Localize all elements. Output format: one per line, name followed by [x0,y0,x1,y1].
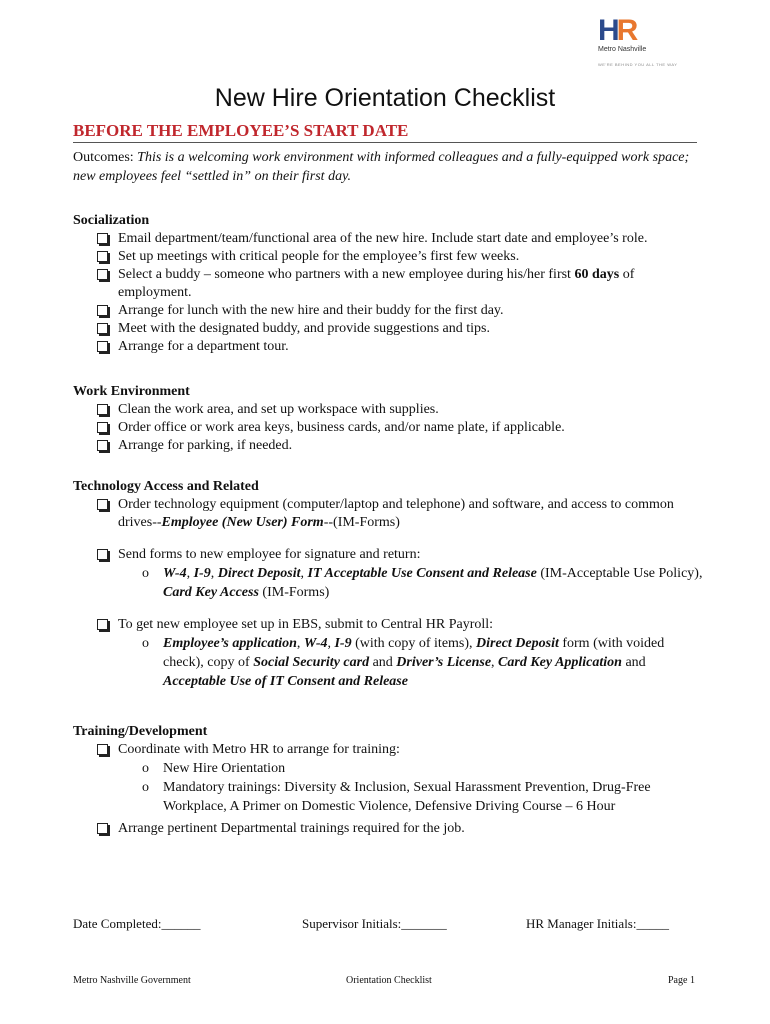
section-socialization [73,212,703,356]
checklist-item: Select a buddy – someone who partners with a new employee during his/her first 60 days of employment. [73,266,703,302]
checklist-item: Order technology equipment (computer/laptop and telephone) and software, and access to common drives--Employee (New User) Form--(IM-Forms) [73,496,703,532]
training-heading: Training/Development [73,724,208,739]
bullet-o-icon: o [142,761,149,776]
checklist-item: Coordinate with Metro HR to arrange for training: [73,741,703,759]
checklist-item: Clean the work area, and set up workspace with supplies. [73,401,703,419]
checklist-item: Meet with the designated buddy, and provide suggestions and tips. [73,320,703,338]
section-work-environment [73,383,703,455]
checklist-item: Set up meetings with critical people for the employee’s first few weeks. [73,248,703,266]
checklist-item: Arrange for lunch with the new hire and their buddy for the first day. [73,302,703,320]
technology-heading: Technology Access and Related [73,479,259,494]
hr-logo [592,12,692,74]
checklist-item: Send forms to new employee for signature and return: [73,546,703,564]
sub-list-item: o New Hire Orientation [142,761,286,776]
hr-manager-initials-field[interactable]: HR Manager Initials:_____ [526,916,669,931]
checklist-item: Email department/team/functional area of the new hire. Include start date and employee’s role. [73,230,703,248]
checklist-item: Order office or work area keys, business cards, and/or name plate, if applicable. [73,419,703,437]
section-training [73,723,703,838]
outcomes-label: Outcomes: [73,150,138,165]
checkbox-icon[interactable] [97,440,108,451]
checkbox-icon[interactable] [97,323,108,334]
footer-page-number: Page 1 [668,975,695,986]
checkbox-icon[interactable] [97,404,108,415]
logo-org-name: Metro Nashville [598,46,647,53]
sub-list-item: o W-4, I-9, Direct Deposit, IT Acceptable Use Consent and Release (IM-Acceptable Use Policy), Card Key Access (IM-Forms) [142,566,703,600]
checklist-item: To get new employee set up in EBS, submit to Central HR Payroll: [73,616,703,634]
checkbox-icon[interactable] [97,251,108,262]
work-environment-heading: Work Environment [73,384,190,399]
checklist-item: Arrange for parking, if needed. [73,437,703,455]
checkbox-icon[interactable] [97,744,108,755]
page-title: New Hire Orientation Checklist [214,84,556,112]
checkbox-icon[interactable] [97,549,108,560]
hr-logo-mark: HR [598,14,636,47]
bullet-o-icon: o [142,780,149,795]
checklist-item: Arrange pertinent Departmental trainings required for the job. [73,820,703,838]
checklist-item: Arrange for a department tour. [73,338,703,356]
checkbox-icon[interactable] [97,233,108,244]
checkbox-icon[interactable] [97,422,108,433]
bullet-o-icon: o [142,566,149,581]
footer-center: Orientation Checklist [346,975,432,986]
logo-tagline: WE'RE BEHIND YOU ALL THE WAY [598,62,678,67]
sub-list-item: o Employee’s application, W-4, I-9 (with copy of items), Direct Deposit form (with voided check), copy of Social Security card and Driver’s License, Card Key Application and Acceptable Use of IT Consent and Release [142,636,665,689]
footer-left: Metro Nashville Government [73,975,191,986]
outcomes [73,148,703,186]
checkbox-icon[interactable] [97,619,108,630]
checkbox-icon[interactable] [97,341,108,352]
supervisor-initials-field[interactable]: Supervisor Initials:_______ [302,916,447,931]
checkbox-icon[interactable] [97,269,108,280]
checkbox-icon[interactable] [97,499,108,510]
socialization-heading: Socialization [73,213,150,228]
checkbox-icon[interactable] [97,305,108,316]
bullet-o-icon: o [142,636,149,651]
outcomes-text: This is a welcoming work environment with informed colleagues and a fully-equipped work space; new employees feel “settled in” on their first day. [73,150,690,184]
date-completed-field[interactable]: Date Completed:______ [73,916,201,931]
section-technology [73,478,703,691]
section-subtitle: BEFORE THE EMPLOYEE’S START DATE [73,121,697,143]
sub-list-item: o Mandatory trainings: Diversity & Inclusion, Sexual Harassment Prevention, Drug-Free Workplace, A Primer on Domestic Violence, Defensive Driving Course – 6 Hour [142,780,651,814]
checkbox-icon[interactable] [97,823,108,834]
